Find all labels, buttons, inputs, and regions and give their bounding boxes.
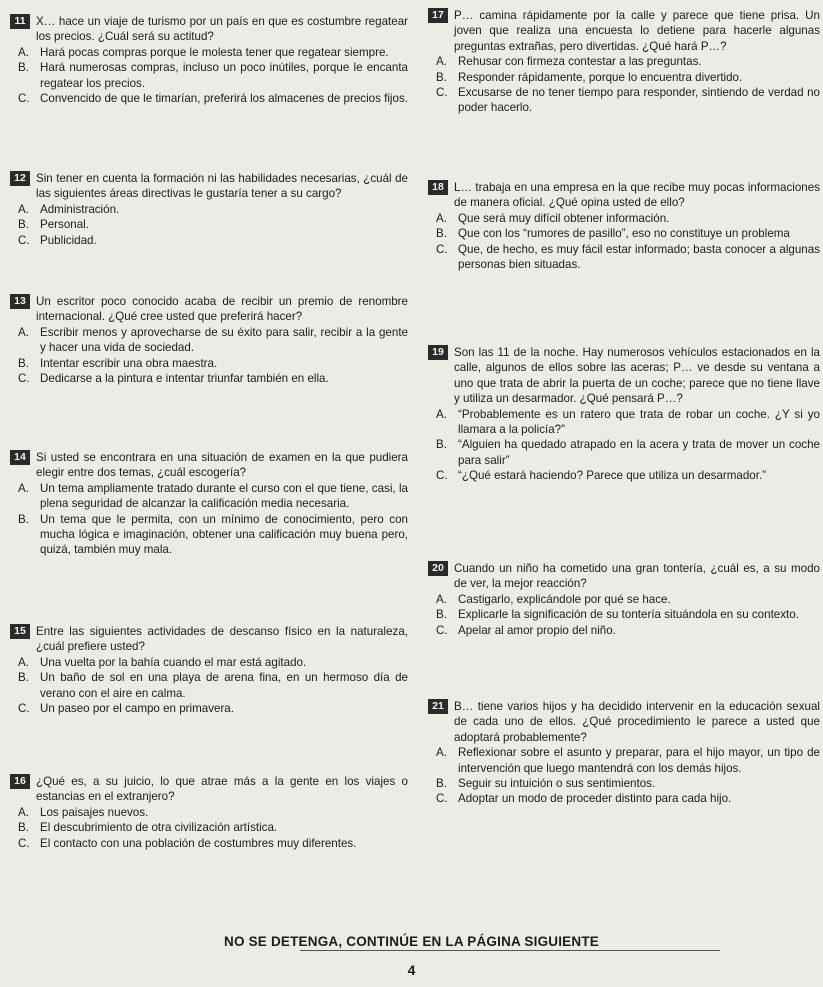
footer-divider xyxy=(300,950,720,951)
answer-option[interactable] xyxy=(436,242,820,273)
option-text: Hará pocas compras porque le molesta tener que regatear siempre. xyxy=(40,45,389,59)
option-letter: C. xyxy=(436,623,448,637)
question-number-badge: 15 xyxy=(10,624,30,639)
question-stem: B… tiene varios hijos y ha decidido intervenir en la educación sexual de cada uno de ellos. ¿Qué procedimiento le parece a usted que adoptará probablemente? xyxy=(454,700,820,744)
option-letter: C. xyxy=(18,836,30,850)
option-text: Un tema que le permita, con un mínimo de conocimiento, pero con mucha lógica e imaginación, obtener una calificación muy buena pero, quizá, también muy mala. xyxy=(40,512,408,557)
question-21 xyxy=(428,699,820,807)
question-number-badge: 12 xyxy=(10,171,30,186)
question-stem: Entre las siguientes actividades de descanso físico en la naturaleza, ¿cuál prefiere usted? xyxy=(36,625,408,654)
option-text: Un baño de sol en una playa de arena fina, en un hermoso día de verano con el aire en calma. xyxy=(40,671,408,700)
option-text: Convencido de que le timarían, preferirá los almacenes de precios fijos. xyxy=(40,92,408,106)
page-number: 4 xyxy=(407,962,416,978)
answer-option[interactable] xyxy=(18,371,408,386)
answer-option[interactable] xyxy=(436,607,820,622)
option-text: Que, de hecho, es muy fácil estar informado; basta conocer a algunas personas bien situadas. xyxy=(458,242,820,272)
option-text: Un tema ampliamente tratado durante el curso con el que tiene, casi, la plena seguridad de alcanzar la calificación media necesaria. xyxy=(40,481,408,511)
answer-option[interactable] xyxy=(18,325,408,356)
answer-option[interactable] xyxy=(436,745,820,776)
option-letter: B. xyxy=(18,356,29,370)
question-number-badge: 13 xyxy=(10,294,30,309)
option-letter: A. xyxy=(18,45,29,59)
question-20 xyxy=(428,561,820,638)
answer-option[interactable] xyxy=(436,54,820,69)
option-letter: C. xyxy=(436,242,448,256)
question-stem: Sin tener en cuenta la formación ni las habilidades necesarias, ¿cuál de las siguientes áreas directivas le gustaría tener a su cargo? xyxy=(36,172,408,201)
option-text: Seguir su intuición o sus sentimientos. xyxy=(458,777,656,791)
answer-option[interactable] xyxy=(436,85,820,116)
option-text: El contacto con una población de costumbres muy diferentes. xyxy=(40,836,357,850)
answer-option[interactable] xyxy=(436,776,820,791)
option-text: Que con los “rumores de pasillo”, eso no constituye un problema xyxy=(458,227,790,241)
option-text: “¿Qué estará haciendo? Parece que utiliza un desarmador.” xyxy=(458,469,767,483)
option-text: “Alguien ha quedado atrapado en la acera y trata de mover un coche para salir” xyxy=(458,438,820,467)
question-17 xyxy=(428,8,820,116)
answer-option[interactable] xyxy=(436,407,820,438)
option-text: Personal. xyxy=(40,218,89,232)
option-letter: B. xyxy=(436,70,447,84)
option-text: Intentar escribir una obra maestra. xyxy=(40,356,218,370)
option-text: Explicarle la significación de su tontería situándola en su contexto. xyxy=(458,608,799,622)
option-letter: A. xyxy=(436,746,447,760)
question-number-badge: 19 xyxy=(428,345,448,360)
question-number-badge: 20 xyxy=(428,561,448,576)
question-19 xyxy=(428,345,820,484)
continue-notice: NO SE DETENGA, CONTINÚE EN LA PÁGINA SIGUIENTE xyxy=(224,934,599,949)
option-text: Responder rápidamente, porque lo encuentra divertido. xyxy=(458,70,743,84)
option-text: El descubrimiento de otra civilización artística. xyxy=(40,821,278,835)
answer-option[interactable] xyxy=(436,623,820,638)
option-letter: A. xyxy=(18,325,29,339)
answer-option[interactable] xyxy=(18,202,408,217)
answer-option[interactable] xyxy=(18,217,408,232)
answer-option[interactable] xyxy=(436,468,820,483)
option-text: Administración. xyxy=(40,202,120,216)
answer-option[interactable] xyxy=(18,481,408,512)
answer-option[interactable] xyxy=(18,805,408,820)
option-letter: C. xyxy=(18,233,30,247)
option-letter: C. xyxy=(436,469,448,483)
answer-option[interactable] xyxy=(18,836,408,851)
option-letter: C. xyxy=(436,86,448,100)
question-stem: ¿Qué es, a su juicio, lo que atrae más a la gente en los viajes o estancias en el extranjero? xyxy=(36,775,408,804)
question-12 xyxy=(10,171,408,248)
option-letter: C. xyxy=(18,92,30,106)
option-text: Adoptar un modo de proceder distinto para cada hijo. xyxy=(458,792,732,806)
question-18 xyxy=(428,180,820,272)
option-text: Dedicarse a la pintura e intentar triunfar también en ella. xyxy=(40,372,329,386)
answer-option[interactable] xyxy=(18,670,408,701)
answer-option[interactable] xyxy=(18,512,408,558)
answer-option[interactable] xyxy=(436,226,820,241)
option-letter: A. xyxy=(436,55,447,69)
option-letter: A. xyxy=(18,202,29,216)
option-letter: A. xyxy=(436,211,447,225)
option-letter: B. xyxy=(18,512,29,526)
option-letter: A. xyxy=(18,481,29,495)
option-letter: B. xyxy=(436,777,447,791)
option-text: Reflexionar sobre el asunto y preparar, para el hijo mayor, un tipo de intervención que luego mantendrá con los demás hijos. xyxy=(458,746,820,775)
question-number-badge: 14 xyxy=(10,450,30,465)
option-letter: B. xyxy=(18,671,29,685)
option-letter: A. xyxy=(436,407,447,421)
answer-option[interactable] xyxy=(18,233,408,248)
option-text: Un paseo por el campo en primavera. xyxy=(40,702,234,716)
option-letter: B. xyxy=(18,821,29,835)
option-letter: B. xyxy=(436,438,447,452)
option-text: Publicidad. xyxy=(40,233,97,247)
option-text: Excusarse de no tener tiempo para responder, sintiendo de verdad no poder hacerlo. xyxy=(458,86,820,115)
option-letter: B. xyxy=(436,608,447,622)
option-text: Apelar al amor propio del niño. xyxy=(458,623,616,637)
question-stem: L… trabaja en una empresa en la que recibe muy pocas informaciones de manera oficial. ¿Qué opina usted de ello? xyxy=(454,181,820,210)
option-text: Castigarlo, explicándole por qué se hace. xyxy=(458,592,671,606)
option-text: Hará numerosas compras, incluso un poco inútiles, porque le encanta regatear los precios. xyxy=(40,61,408,90)
answer-option[interactable] xyxy=(436,437,820,468)
question-number-badge: 17 xyxy=(428,8,448,23)
answer-option[interactable] xyxy=(436,791,820,806)
question-stem: Son las 11 de la noche. Hay numerosos vehículos estacionados en la calle, algunos de ellos sobre las aceras; P… ve desde su ventana a uno que trata de abrir la puerta de un coche; parece que no tiene llave y utiliza un desarmador. ¿Qué pensará P…? xyxy=(454,346,820,406)
question-number-badge: 11 xyxy=(10,14,30,29)
question-number-badge: 21 xyxy=(428,699,448,714)
answer-option[interactable] xyxy=(436,211,820,226)
answer-option[interactable] xyxy=(18,655,408,670)
answer-option[interactable] xyxy=(436,70,820,85)
option-letter: A. xyxy=(436,592,447,606)
option-text: Rehusar con firmeza contestar a las preguntas. xyxy=(458,55,702,69)
option-text: Escribir menos y aprovecharse de su éxito para salir, recibir a la gente y hacer una vida de sociedad. xyxy=(40,325,408,355)
question-15 xyxy=(10,624,408,716)
option-text: “Probablemente es un ratero que trata de robar un coche. ¿Y si yo llamara a la policía?” xyxy=(458,407,820,437)
option-letter: A. xyxy=(18,655,29,669)
question-13 xyxy=(10,294,408,386)
question-number-badge: 16 xyxy=(10,774,30,789)
question-16 xyxy=(10,774,408,851)
answer-option[interactable] xyxy=(18,60,408,91)
option-letter: C. xyxy=(18,702,30,716)
option-letter: A. xyxy=(18,805,29,819)
option-letter: C. xyxy=(18,372,30,386)
question-number-badge: 18 xyxy=(428,180,448,195)
option-text: Los paisajes nuevos. xyxy=(40,805,149,819)
answer-option[interactable] xyxy=(18,701,408,716)
question-stem: Un escritor poco conocido acaba de recibir un premio de renombre internacional. ¿Qué cree usted que preferirá hacer? xyxy=(36,295,408,324)
option-letter: C. xyxy=(436,792,448,806)
option-letter: B. xyxy=(18,61,29,75)
question-11 xyxy=(10,14,408,106)
option-text: Una vuelta por la bahía cuando el mar está agitado. xyxy=(40,655,307,669)
question-stem: Si usted se encontrara en una situación de examen en la que pudiera elegir entre dos temas, ¿cuál escogería? xyxy=(36,451,408,480)
answer-option[interactable] xyxy=(436,592,820,607)
question-14 xyxy=(10,450,408,558)
answer-option[interactable] xyxy=(18,820,408,835)
option-letter: B. xyxy=(436,227,447,241)
question-stem: Cuando un niño ha cometido una gran tontería, ¿cuál es, a su modo de ver, la mejor reacción? xyxy=(454,562,820,591)
question-stem: X… hace un viaje de turismo por un país en que es costumbre regatear los precios. ¿Cuál será su actitud? xyxy=(36,15,408,44)
option-letter: B. xyxy=(18,218,29,232)
answer-option[interactable] xyxy=(18,356,408,371)
question-stem: P… camina rápidamente por la calle y parece que tiene prisa. Un joven que realiza una encuesta lo detiene para hacerle algunas preguntas extrañas, pero divertidas. ¿Qué hará P…? xyxy=(454,9,820,53)
answer-option[interactable] xyxy=(18,91,408,106)
option-text: Que será muy difícil obtener información. xyxy=(458,211,670,225)
answer-option[interactable] xyxy=(18,45,408,60)
